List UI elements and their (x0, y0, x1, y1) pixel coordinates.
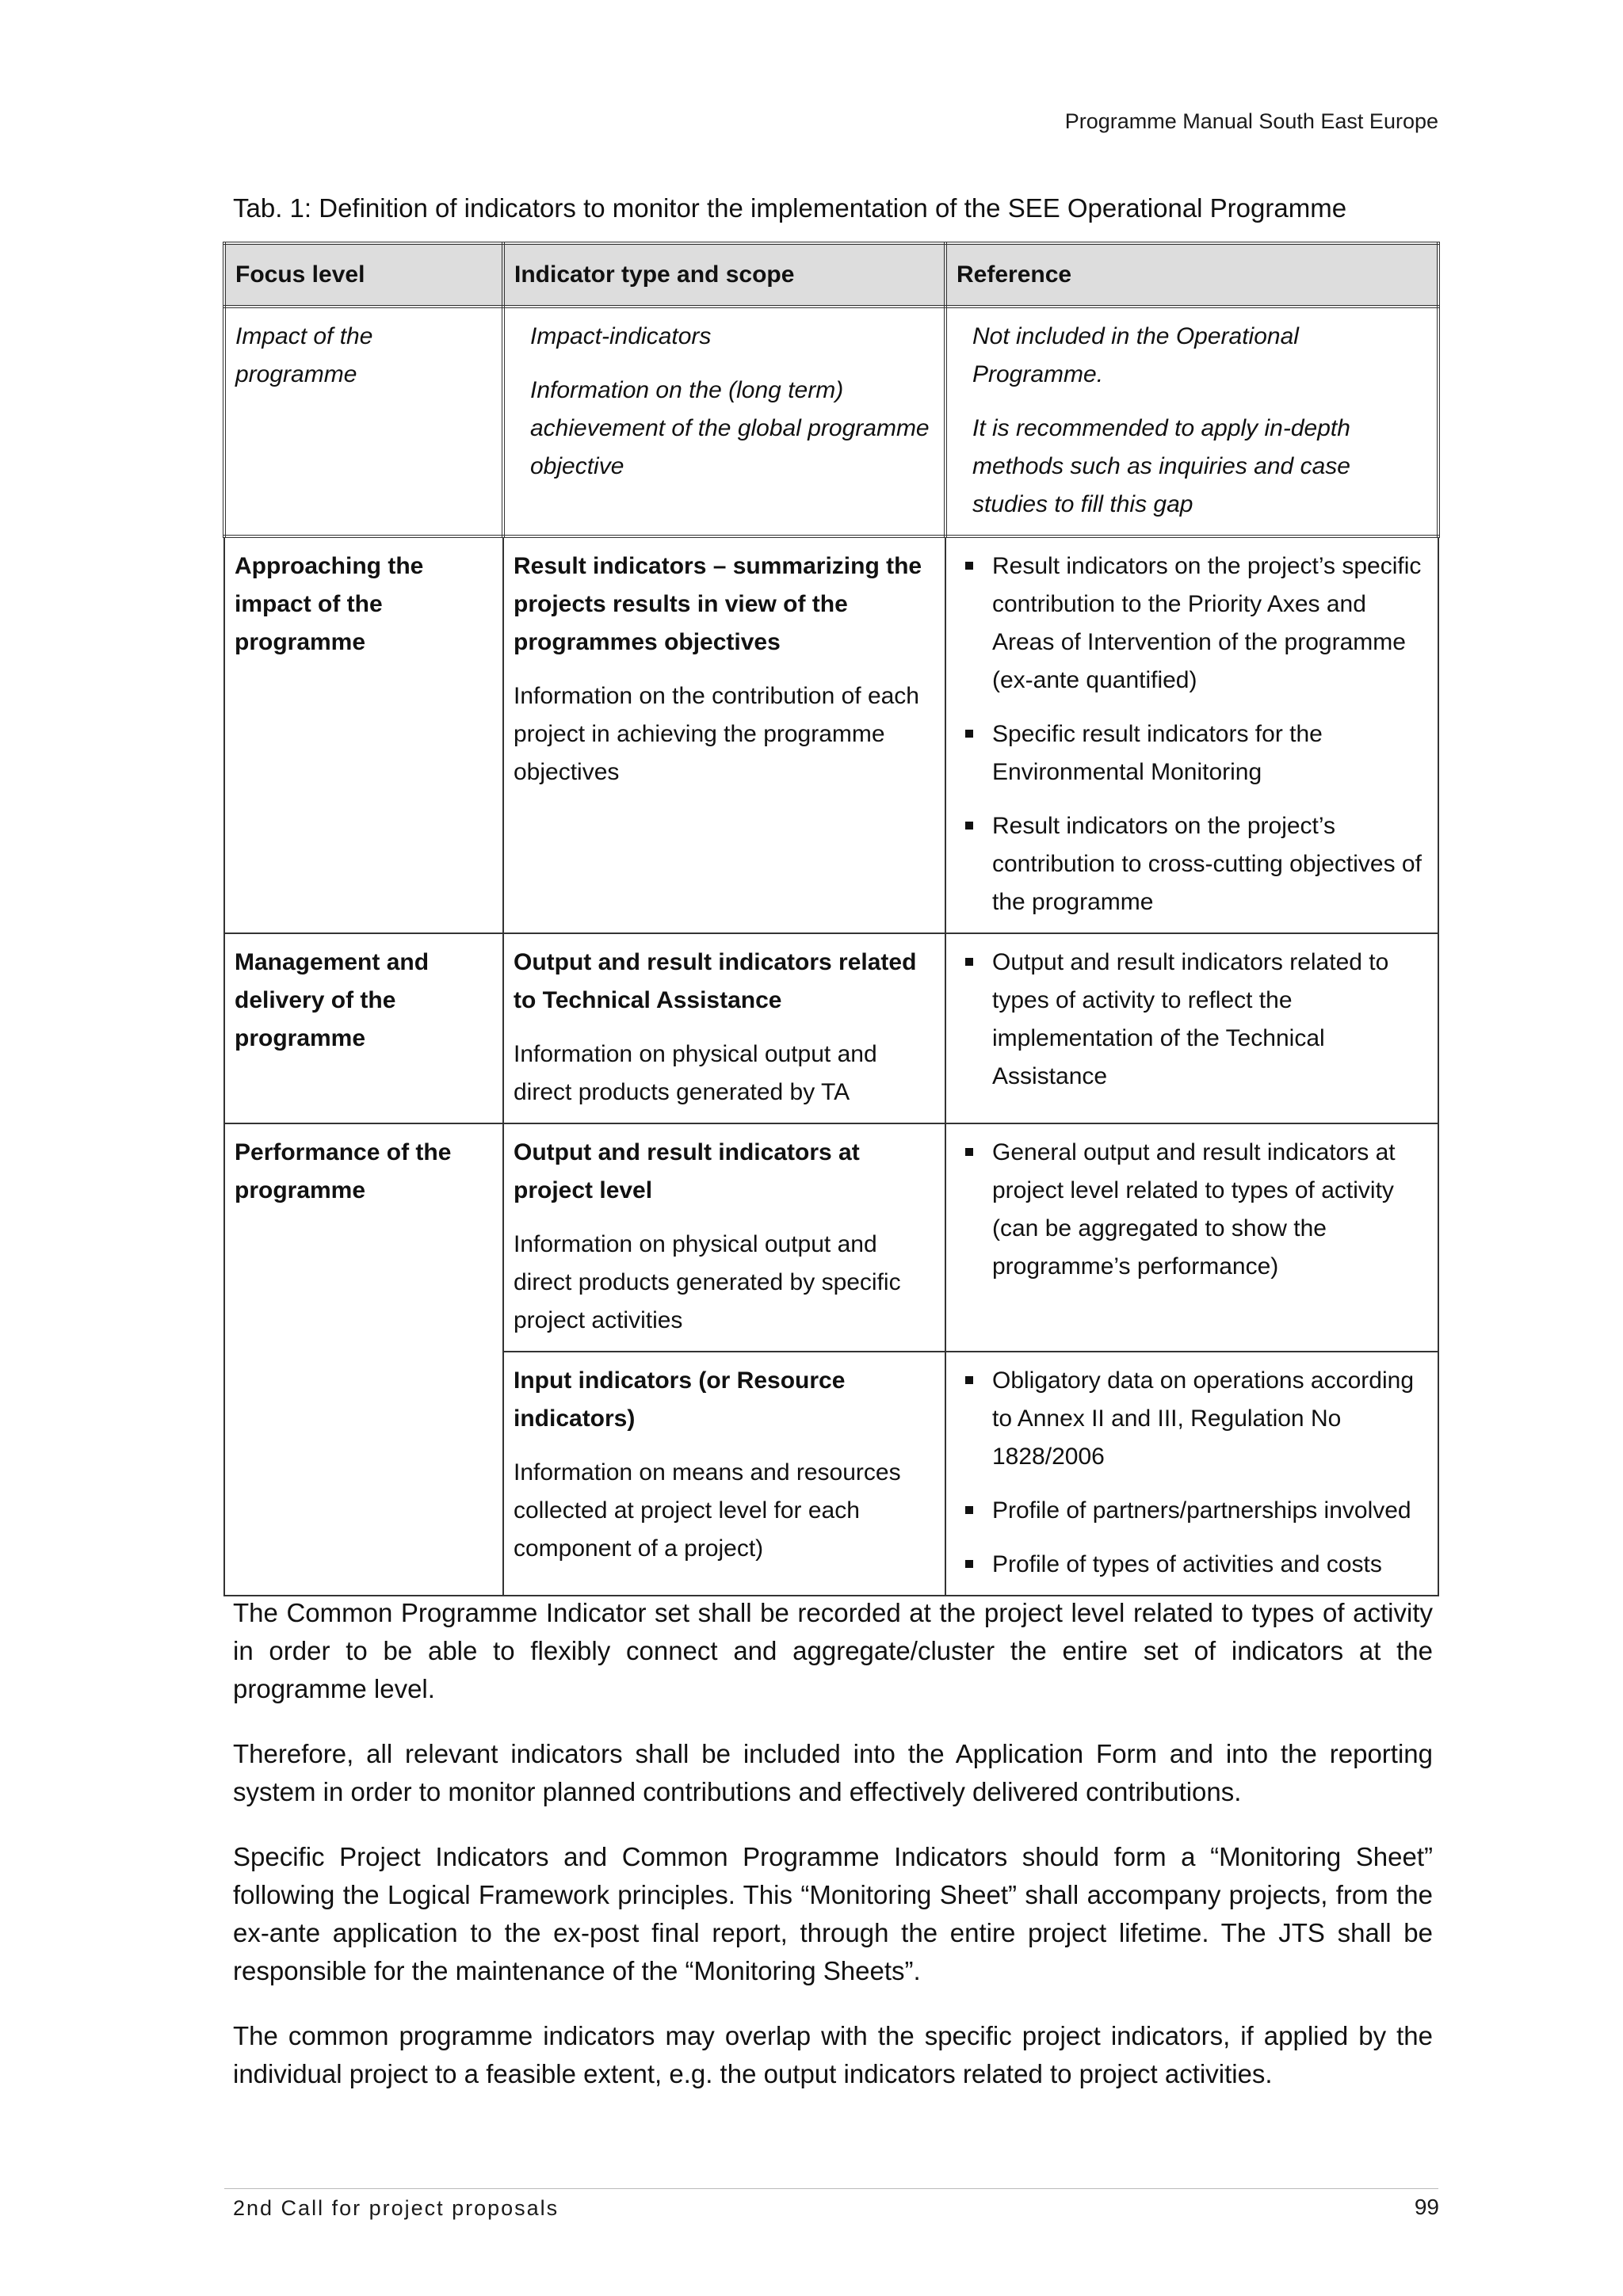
reference-bullet: General output and result indicators at project level related to types of activity (can be aggregated to show the programme’s performance) (956, 1134, 1428, 1286)
reference-list (956, 1362, 1428, 1584)
body-paragraph: The common programme indicators may overlap with the specific project indicators, if applied by the individual project to a feasible extent, e.g. the output indicators related to project activities. (233, 2021, 1433, 2088)
page-number: 99 (1414, 2195, 1439, 2219)
body-paragraph: Therefore, all relevant indicators shall be included into the Application Form and into the reporting system in order to monitor planned contributions and effectively delivered contributions. (233, 1739, 1433, 1806)
reference-bullet: Profile of types of activities and costs (956, 1546, 1428, 1584)
indicators-table (223, 242, 1440, 1596)
focus-level-cell (224, 536, 503, 933)
reference-cell (945, 1352, 1438, 1596)
indicator-cell (503, 1123, 945, 1352)
indicator-title: Input indicators (or Resource indicators) (514, 1367, 846, 1432)
column-header: Reference (945, 243, 1438, 307)
indicator-title: Result indicators – summarizing the projects results in view of the programmes objectives (514, 553, 922, 655)
indicator-description: Information on physical output and direct products generated by TA (514, 1041, 877, 1105)
indicator-description: Information on the (long term) achievement of the global programme objective (530, 377, 930, 479)
focus-level-text: Impact of the programme (235, 323, 373, 387)
column-header: Focus level (224, 243, 503, 307)
indicator-cell (503, 536, 945, 933)
focus-level-cell (224, 307, 503, 536)
focus-level-text: Approaching the impact of the programme (235, 553, 424, 655)
reference-bullet: Output and result indicators related to types of activity to reflect the implementation of the Technical Assistance (956, 944, 1428, 1096)
reference-text: Not included in the Operational Programme. (972, 323, 1299, 387)
indicator-description: Information on the contribution of each project in achieving the programme objectives (514, 683, 919, 785)
indicator-description: Information on physical output and direct products generated by specific project activities (514, 1231, 901, 1333)
indicator-title: Output and result indicators at project level (514, 1139, 860, 1203)
body-paragraph: The Common Programme Indicator set shall be recorded at the project level related to types of activity in order to be able to flexibly connect and aggregate/cluster the entire set of indicators at the programme level. (233, 1598, 1433, 1703)
table-row (224, 933, 1438, 1123)
reference-cell (945, 536, 1438, 933)
reference-cell (945, 1123, 1438, 1352)
reference-bullet: Specific result indicators for the Environmental Monitoring (956, 715, 1428, 791)
table-header-row (224, 243, 1438, 307)
reference-text: It is recommended to apply in-depth methods such as inquiries and case studies to fill this gap (972, 415, 1350, 517)
reference-bullet: Obligatory data on operations according to Annex II and III, Regulation No 1828/2006 (956, 1362, 1428, 1476)
body-text (233, 1594, 1433, 2120)
indicator-cell (503, 307, 945, 536)
running-header: Programme Manual South East Europe (1064, 109, 1438, 133)
reference-bullet: Result indicators on the project’s specific contribution to the Priority Axes and Areas of Intervention of the programme (ex-ante quantified) (956, 547, 1428, 700)
table-row (224, 307, 1438, 536)
table-caption: Tab. 1: Definition of indicators to monitor the implementation of the SEE Operational Programme (233, 193, 1347, 223)
reference-cell (945, 307, 1438, 536)
focus-level-cell (224, 1123, 503, 1596)
footer-title: 2nd Call for project proposals (233, 2196, 559, 2220)
body-paragraph: Specific Project Indicators and Common Programme Indicators should form a “Monitoring Sheet” following the Logical Framework principles. This “Monitoring Sheet” shall accompany projects, from the ex-ante application to the ex-post final report, through the entire project lifetime. The JTS shall be responsible for the maintenance of the “Monitoring Sheets”. (233, 1842, 1433, 1985)
indicator-description: Information on means and resources collected at project level for each component of a project) (514, 1459, 901, 1562)
focus-level-cell (224, 933, 503, 1123)
reference-list (956, 1134, 1428, 1286)
table-row (224, 1123, 1438, 1352)
footer-divider (224, 2188, 1438, 2189)
reference-list (956, 547, 1428, 921)
reference-cell (945, 933, 1438, 1123)
indicator-cell (503, 1352, 945, 1596)
reference-list (956, 944, 1428, 1096)
indicator-title: Output and result indicators related to Technical Assistance (514, 949, 917, 1013)
focus-level-text: Performance of the programme (235, 1139, 452, 1203)
reference-bullet: Profile of partners/partnerships involved (956, 1492, 1428, 1530)
table-row (224, 536, 1438, 933)
indicator-title: Impact-indicators (530, 323, 712, 349)
indicator-cell (503, 933, 945, 1123)
reference-bullet: Result indicators on the project’s contribution to cross-cutting objectives of the programme (956, 807, 1428, 921)
column-header: Indicator type and scope (503, 243, 945, 307)
focus-level-text: Management and delivery of the programme (235, 949, 430, 1051)
